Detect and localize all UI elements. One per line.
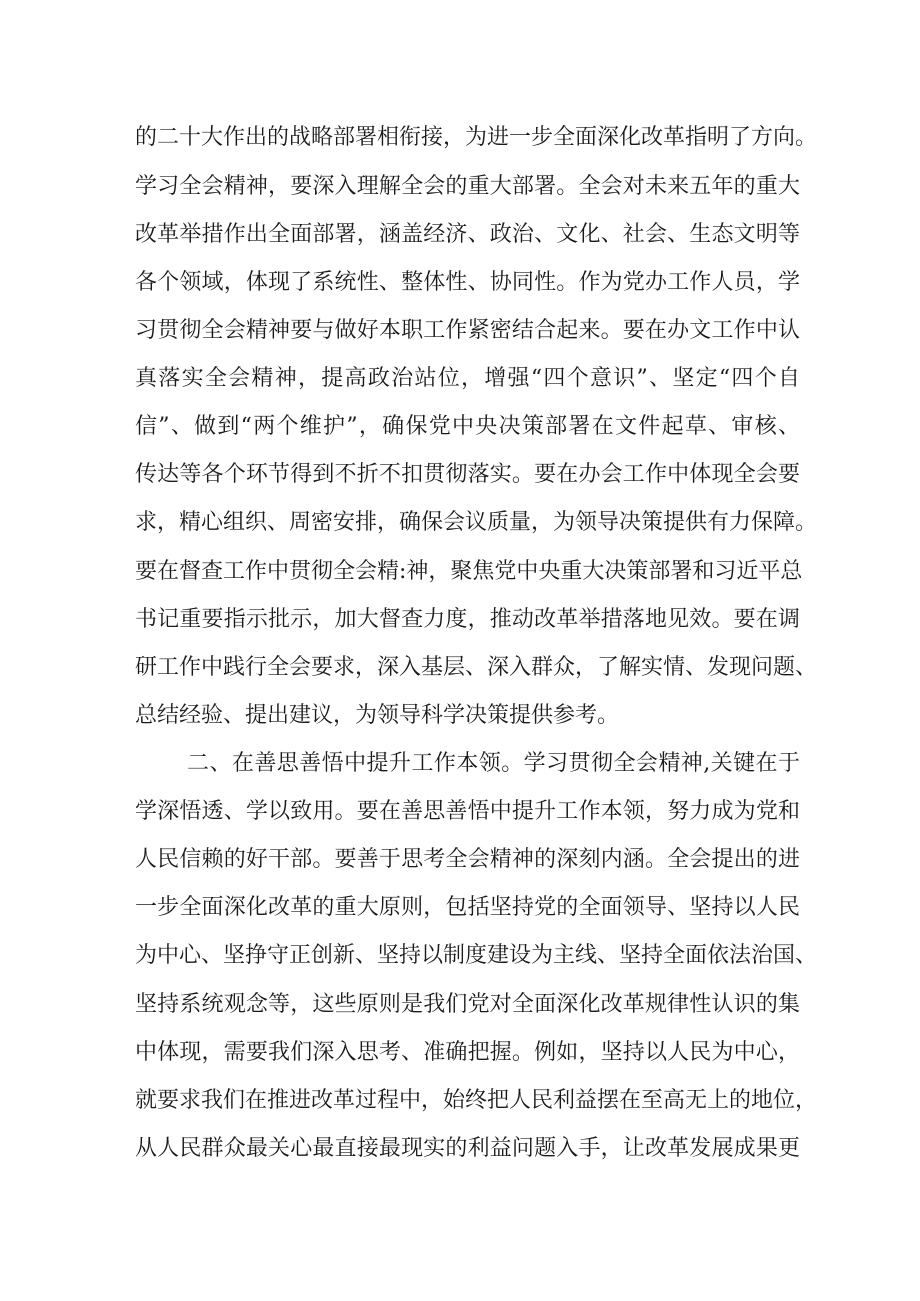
text-line: 研工作中践行全会要求，深入基层、深入群众，了解实情、发现问题、: [135, 655, 818, 680]
text-line: 书记重要指示批示，加大督查力度，推动改革举措落地见效。要在调: [135, 607, 800, 632]
text-line: 就要求我们在推进改革过程中，始终把人民利益摆在至高无上的地位，: [135, 1088, 818, 1113]
text-line: 学深悟透、学以致用。要在善思善悟中提升工作本领，努力成为党和: [135, 799, 800, 824]
text-line: 学习全会精神，要深入理解全会的重大部署。全会对未来五年的重大: [135, 174, 800, 199]
text-line: 的二十大作出的战略部署相衔接，为进一步全面深化改革指明了方向。: [135, 125, 818, 150]
text-line: 传达等各个环节得到不折不扣贯彻落实。要在办会工作中体现全会要: [135, 462, 800, 487]
text-line: 求，精心组织、周密安排，确保会议质量，为领导决策提供有力保障。: [135, 510, 818, 535]
text-line: 要在督查工作中贯彻全会精:神，聚焦党中央重大决策部署和习近平总: [135, 559, 803, 584]
text-line: 人民信赖的好干部。要善于思考全会精神的深刻内涵。全会提出的进: [135, 847, 800, 872]
section-heading-line: 二、在善思善悟中提升工作本领。学习贯彻全会精神,关键在于: [187, 751, 800, 776]
text-line: 为中心、坚挣守正创新、坚持以制度建设为主线、坚持全面依法治国、: [135, 943, 818, 968]
paragraph-end-line: 总结经验、提出建议，为领导科学决策提供参考。: [135, 703, 620, 728]
text-line: 改革举措作出全面部署，涵盖经济、政治、文化、社会、生态文明等: [135, 222, 800, 247]
text-line: 坚持系统观念等，这些原则是我们党对全面深化改革规律性认识的集: [135, 992, 800, 1017]
text-line: 中体现，需要我们深入思考、准确把握。例如，坚持以人民为中心，: [135, 1040, 800, 1065]
text-line: 各个领域，体现了系统性、整体性、协同性。作为党办工作人员，学: [135, 270, 800, 295]
text-line: 信”、做到“两个维护”，确保党中央决策部署在文件起草、审核、: [135, 414, 800, 439]
text-line: 习贯彻全会精神要与做好本职工作紧密结合起来。要在办文工作中认: [135, 318, 800, 343]
text-line: 一步全面深化改革的重大原则，包括坚持党的全面领导、坚持以人民: [135, 895, 800, 920]
text-line: 真落实全会精神，提高政治站位，增强“四个意识”、坚定“四个自: [135, 366, 800, 391]
text-line: 从人民群众最关心最直接最现实的利益问题入手，让改革发展成果更: [135, 1136, 800, 1161]
